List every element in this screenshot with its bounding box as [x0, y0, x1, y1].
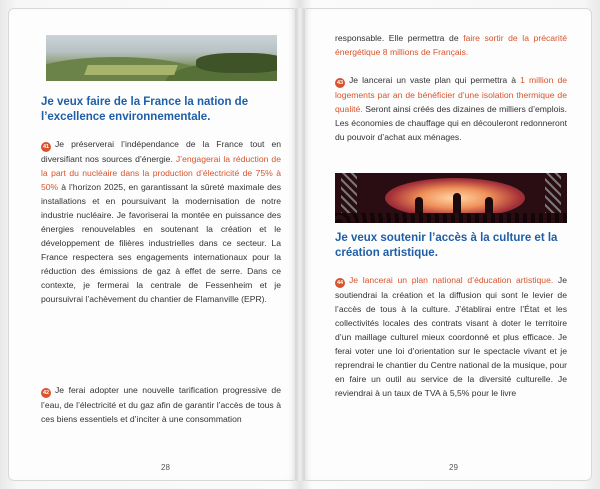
continuation-text: responsable. Elle permettra de	[335, 33, 464, 43]
page-number-left: 28	[161, 463, 170, 472]
landscape-photo	[46, 35, 277, 81]
item-43-highlight: 1 million de logements par an de bénéficier d’une isolation thermique de qualité.	[335, 75, 567, 115]
item-43-paragraph	[335, 73, 567, 144]
item-44-text-after: Je soutiendrai la création et la diffusion qui sont le levier de l’accès de tous à la culture. J’établirai entre l’État et les collectivités locales des contrats visant à doter le territoire d’un maillage culturel mieux coordonné et plus efficace. Je ferai voter une loi d’orientation sur le spectacle vivant et je reprendrai le chantier du Centre national de la musique, pour en faire un outil au service de la diversité culturelle. Je reviendrai à un taux de TVA à 5,5% pour le livre	[335, 275, 568, 399]
item-41-highlight: J’engagerai la réduction de la part du nucléaire dans la production d’électricité de 75% à 50%	[41, 154, 281, 193]
item-41-paragraph	[41, 137, 281, 307]
item-42-number-badge: 42	[42, 390, 50, 396]
item-42-paragraph	[41, 383, 281, 426]
section-heading-culture: Je veux soutenir l’accès à la culture et la création artistique.	[335, 232, 558, 259]
concert-photo	[335, 173, 567, 223]
book-fold	[296, 8, 304, 481]
section-heading-environment: Je veux faire de la France la nation de l’excellence environnementale.	[41, 96, 249, 123]
continuation-highlight: faire sortir de la précarité énergétique 8 millions de Français.	[335, 33, 567, 58]
item-44-highlight: Je lancerai un plan national d’éducation artistique.	[349, 275, 554, 285]
item-41-number-badge: 41	[42, 144, 50, 150]
left-page	[8, 8, 296, 481]
item-44-number-badge: 44	[336, 280, 344, 286]
right-page	[304, 8, 592, 481]
continuation-paragraph	[335, 31, 567, 59]
page-number-right: 29	[449, 463, 458, 472]
item-41-text-after: à l’horizon 2025, en garantissant la sûreté maximale des installations et en poursuivant la modernisation de notre industrie nucléaire. Je favoriserai la montée en puissance des énergies renouvelables en soutenant la création et le développement de filières industrielles dans ce secteur. La France respectera ses engagements internationaux pour la réduction des émissions de gaz à effet de serre. Dans ce contexte, je fermerai la centrale de Fessenheim et je poursuivrai l’achèvement du chantier de Flamanville (EPR).	[41, 182, 281, 305]
item-43-text-after: Seront ainsi créés des dizaines de milliers d’emplois. Les économies de chauffage qui en découleront redonneront du pouvoir d’achat aux ménages.	[335, 104, 567, 143]
item-44-paragraph	[335, 273, 567, 400]
item-41-text-before: Je préserverai l’indépendance de la France tout en diversifiant nos sources d’énergie.	[41, 139, 281, 164]
item-42-text: Je ferai adopter une nouvelle tarification progressive de l’eau, de l’électricité et du gaz afin de garantir l’accès de tous à ces biens essentiels et d’inciter à une consommation	[41, 385, 281, 425]
item-43-text-before: Je lancerai un vaste plan qui permettra à	[349, 75, 521, 85]
item-43-number-badge: 43	[336, 80, 344, 86]
